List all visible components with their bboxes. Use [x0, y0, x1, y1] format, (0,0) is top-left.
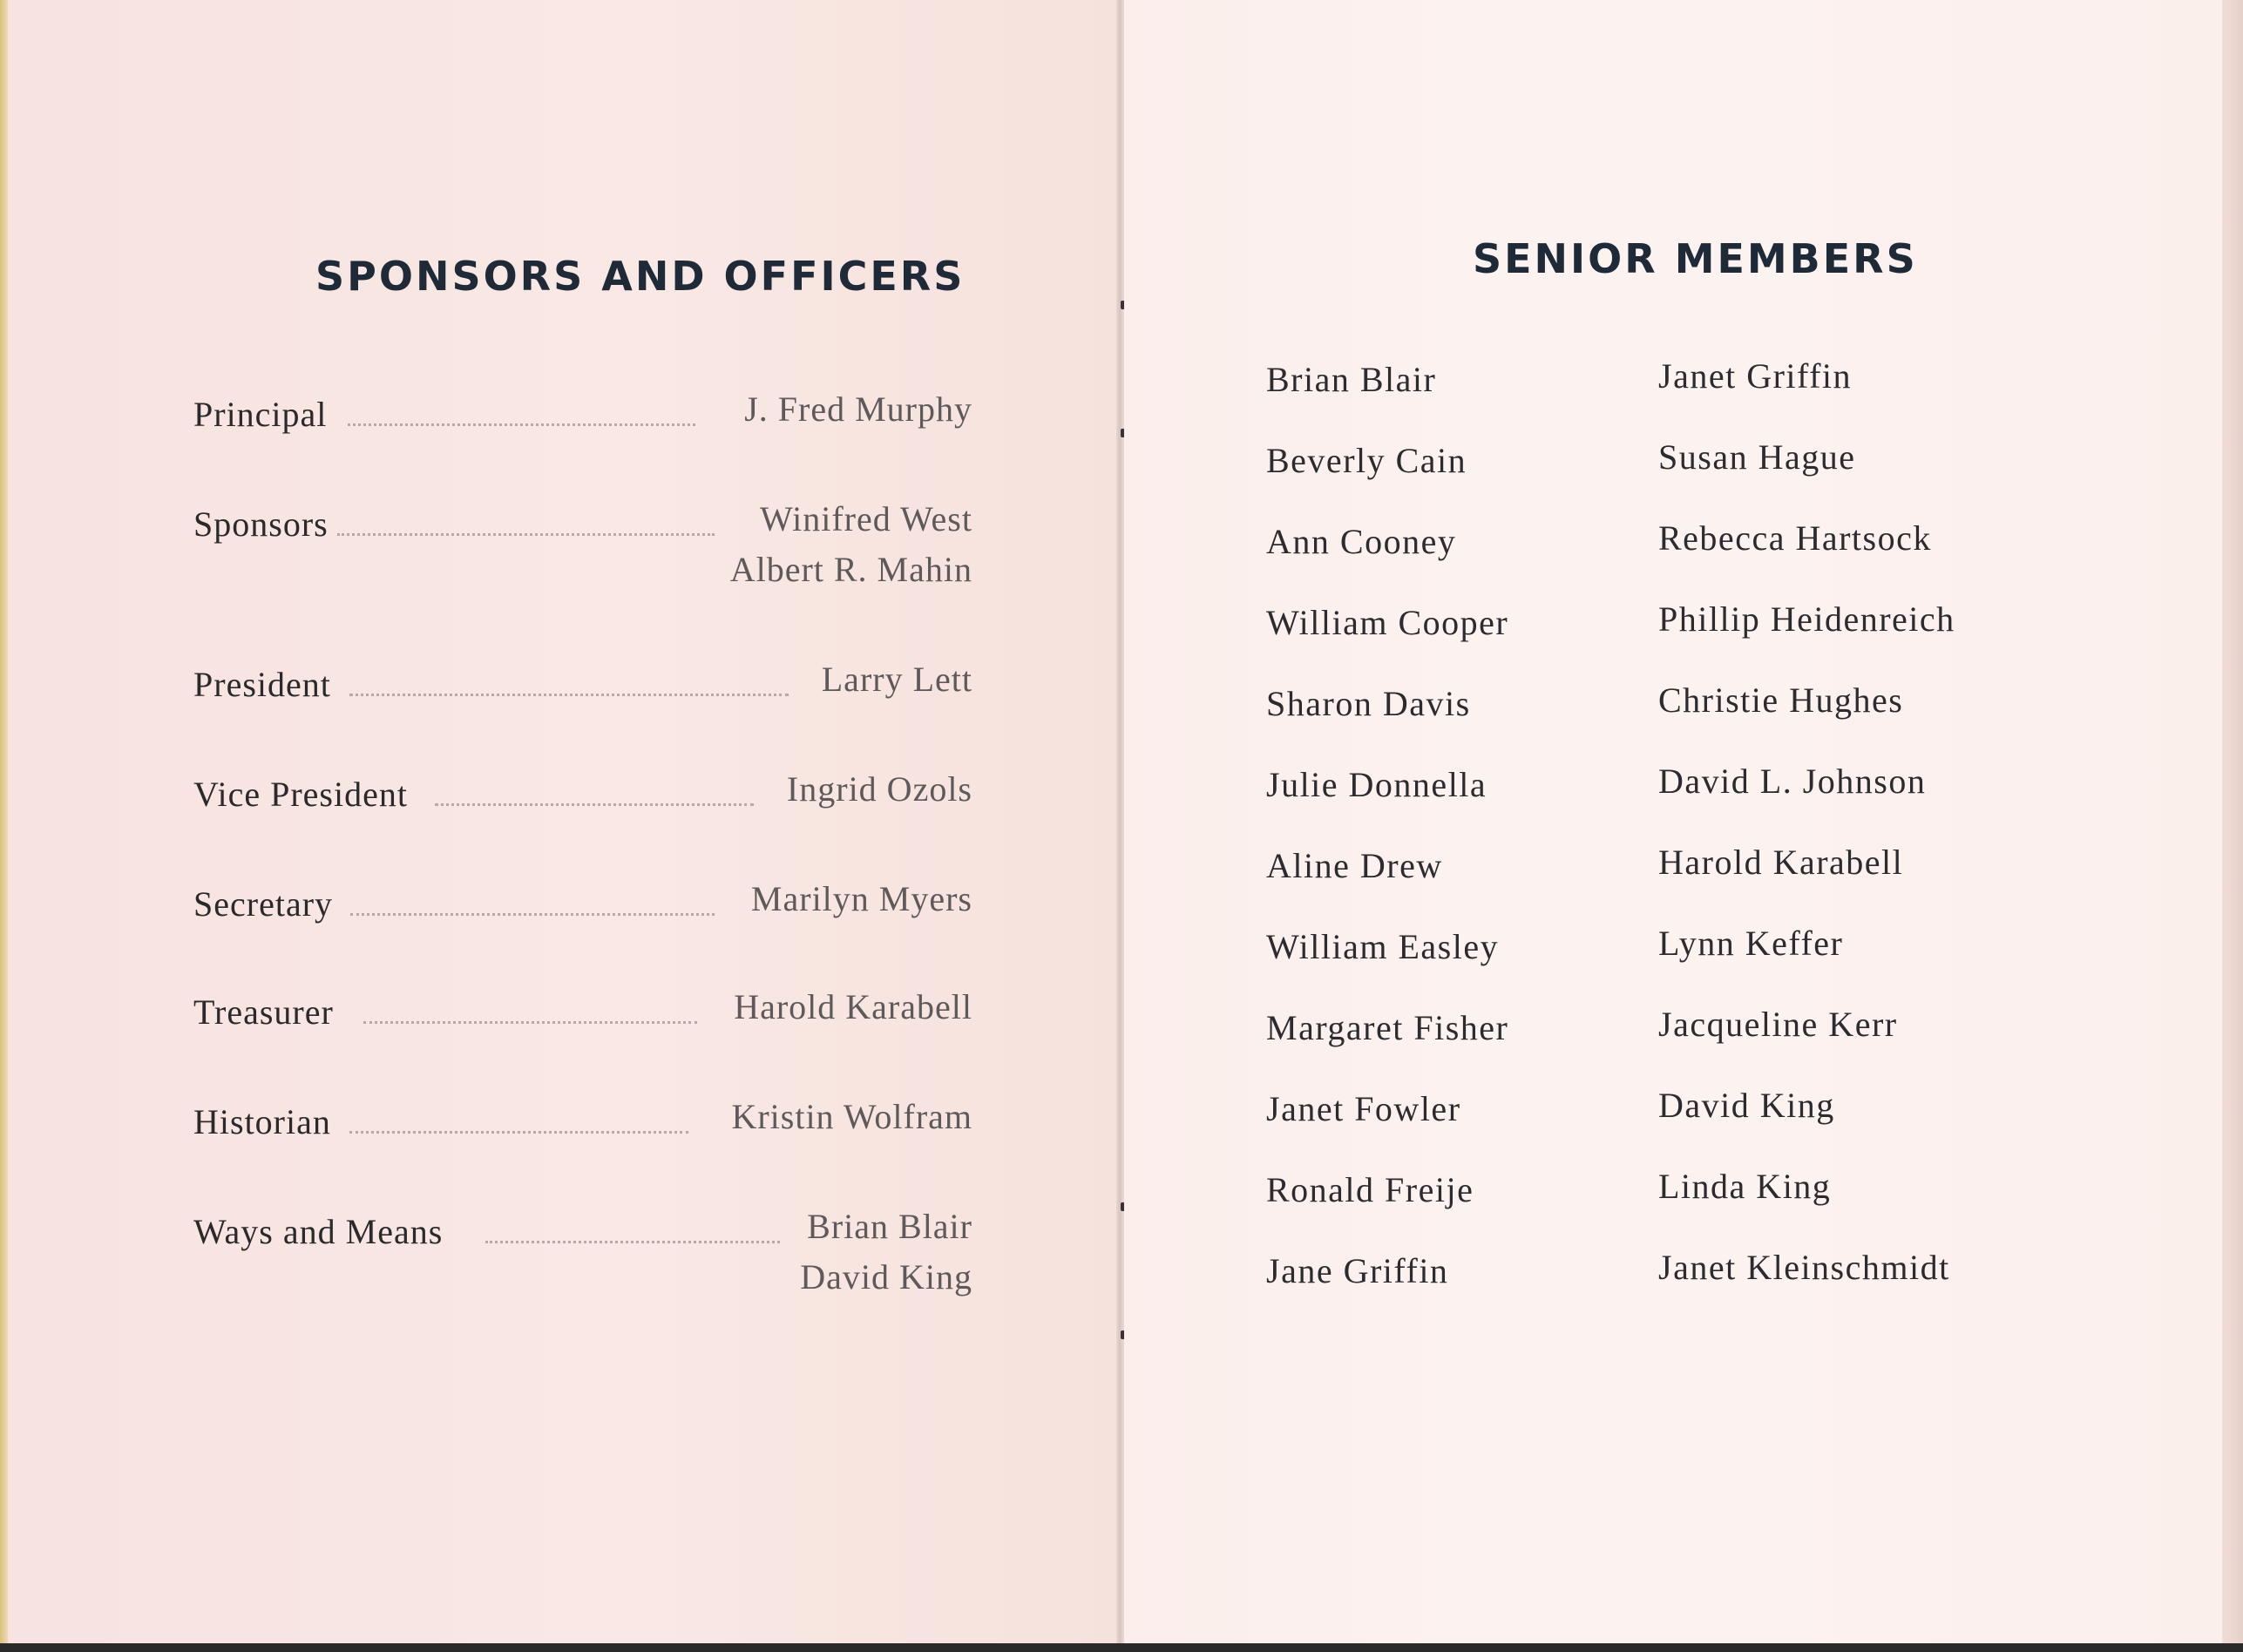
officer-name: David King: [800, 1257, 972, 1297]
officer-name: Ingrid Ozols: [786, 769, 972, 809]
member-name: Rebecca Hartsock: [1658, 518, 1932, 558]
member-name: Janet Kleinschmidt: [1658, 1248, 1950, 1287]
officer-name: J. Fred Murphy: [744, 389, 972, 429]
dot-leader: [363, 1021, 697, 1024]
office-label: President: [193, 665, 331, 704]
dot-leader: [435, 803, 754, 806]
officer-name: Harold Karabell: [734, 987, 972, 1026]
left-page: [8, 0, 1121, 1643]
member-name: Jacqueline Kerr: [1658, 1005, 1898, 1044]
member-name: Margaret Fisher: [1266, 1008, 1509, 1047]
officer-name: Marilyn Myers: [750, 879, 972, 918]
dot-leader: [349, 1131, 688, 1134]
office-label: Ways and Means: [193, 1212, 444, 1251]
office-label: Historian: [193, 1102, 331, 1141]
dot-leader: [485, 1241, 780, 1243]
member-name: William Cooper: [1266, 603, 1509, 642]
office-label: Sponsors: [193, 504, 329, 544]
office-label: Treasurer: [193, 992, 334, 1032]
dot-leader: [337, 533, 715, 536]
member-name: David L. Johnson: [1658, 762, 1927, 801]
right-page-title: SENIOR MEMBERS: [1473, 235, 1918, 282]
member-name: Harold Karabell: [1658, 843, 1904, 882]
officer-name: Larry Lett: [821, 660, 972, 699]
member-name: Julie Donnella: [1266, 765, 1487, 804]
office-label: Secretary: [193, 884, 334, 924]
dot-leader: [348, 423, 695, 426]
member-name: David King: [1658, 1086, 1835, 1125]
member-name: Ann Cooney: [1266, 522, 1457, 561]
officer-name: Brian Blair: [807, 1207, 972, 1246]
office-label: Principal: [193, 395, 328, 434]
scan-bottom-edge: [0, 1643, 2243, 1652]
member-name: Ronald Freije: [1266, 1170, 1474, 1209]
officer-name: Albert R. Mahin: [729, 550, 972, 589]
member-name: Linda King: [1658, 1167, 1832, 1206]
booklet-right-edge: [2222, 0, 2243, 1643]
member-name: Susan Hague: [1658, 437, 1856, 477]
member-name: Jane Griffin: [1266, 1251, 1449, 1290]
officer-name: Kristin Wolfram: [731, 1097, 972, 1136]
booklet-left-edge: [0, 0, 8, 1652]
member-name: Christie Hughes: [1658, 680, 1904, 720]
member-name: Aline Drew: [1266, 846, 1443, 885]
dot-leader: [349, 694, 789, 696]
member-name: Brian Blair: [1266, 360, 1437, 399]
member-name: William Easley: [1266, 927, 1500, 966]
dot-leader: [350, 913, 715, 916]
office-label: Vice President: [193, 775, 408, 814]
member-name: Beverly Cain: [1266, 441, 1467, 480]
member-name: Lynn Keffer: [1658, 924, 1844, 963]
member-name: Phillip Heidenreich: [1658, 599, 1955, 639]
member-name: Janet Fowler: [1266, 1089, 1461, 1128]
member-name: Sharon Davis: [1266, 684, 1471, 723]
officer-name: Winifred West: [759, 499, 972, 538]
member-name: Janet Griffin: [1658, 356, 1853, 396]
left-page-title: SPONSORS AND OFFICERS: [315, 253, 966, 300]
